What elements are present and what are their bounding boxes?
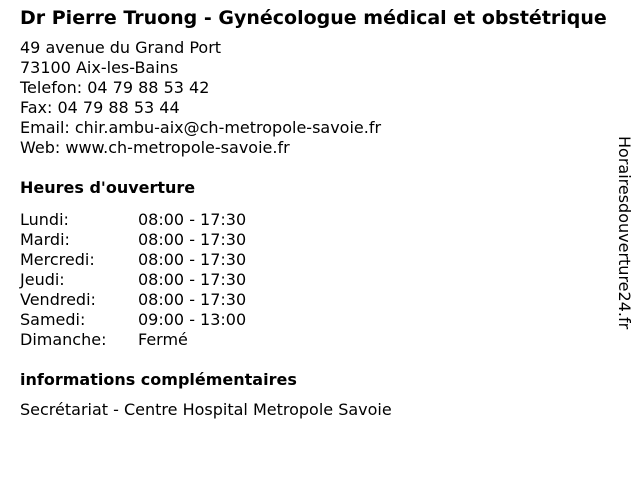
city-address: 73100 Aix-les-Bains xyxy=(20,58,179,77)
time-value: 08:00 - 17:30 xyxy=(138,290,247,309)
phone-number: Telefon: 04 79 88 53 42 xyxy=(20,78,210,97)
hours-row xyxy=(20,250,620,270)
day-label: Samedi: xyxy=(20,310,86,329)
hours-row xyxy=(20,310,620,330)
website: Web: www.ch-metropole-savoie.fr xyxy=(20,138,290,157)
hours-row xyxy=(20,270,620,290)
info-text: Secrétariat - Centre Hospital Metropole Savoie xyxy=(20,400,392,419)
hours-table xyxy=(20,210,620,350)
day-label: Vendredi: xyxy=(20,290,96,309)
site-watermark: Horairesdouverture24.fr xyxy=(615,136,634,330)
street-address: 49 avenue du Grand Port xyxy=(20,38,222,57)
address-block xyxy=(20,38,620,158)
time-value: 08:00 - 17:30 xyxy=(138,250,247,269)
day-label: Jeudi: xyxy=(20,270,65,289)
page-title: Dr Pierre Truong - Gynécologue médical et obstétrique xyxy=(20,7,607,29)
time-value: 08:00 - 17:30 xyxy=(138,230,247,249)
time-value: Fermé xyxy=(138,330,188,349)
time-value: 08:00 - 17:30 xyxy=(138,270,247,289)
hours-row xyxy=(20,330,620,350)
time-value: 09:00 - 13:00 xyxy=(138,310,247,329)
day-label: Lundi: xyxy=(20,210,69,229)
info-heading: informations complémentaires xyxy=(20,370,297,389)
fax-number: Fax: 04 79 88 53 44 xyxy=(20,98,180,117)
day-label: Mardi: xyxy=(20,230,70,249)
day-label: Dimanche: xyxy=(20,330,107,349)
hours-row xyxy=(20,290,620,310)
hours-heading: Heures d'ouverture xyxy=(20,178,196,197)
day-label: Mercredi: xyxy=(20,250,95,269)
email-address: Email: chir.ambu-aix@ch-metropole-savoie.fr xyxy=(20,118,382,137)
hours-row xyxy=(20,230,620,250)
time-value: 08:00 - 17:30 xyxy=(138,210,247,229)
hours-row xyxy=(20,210,620,230)
listing-content xyxy=(20,8,620,420)
